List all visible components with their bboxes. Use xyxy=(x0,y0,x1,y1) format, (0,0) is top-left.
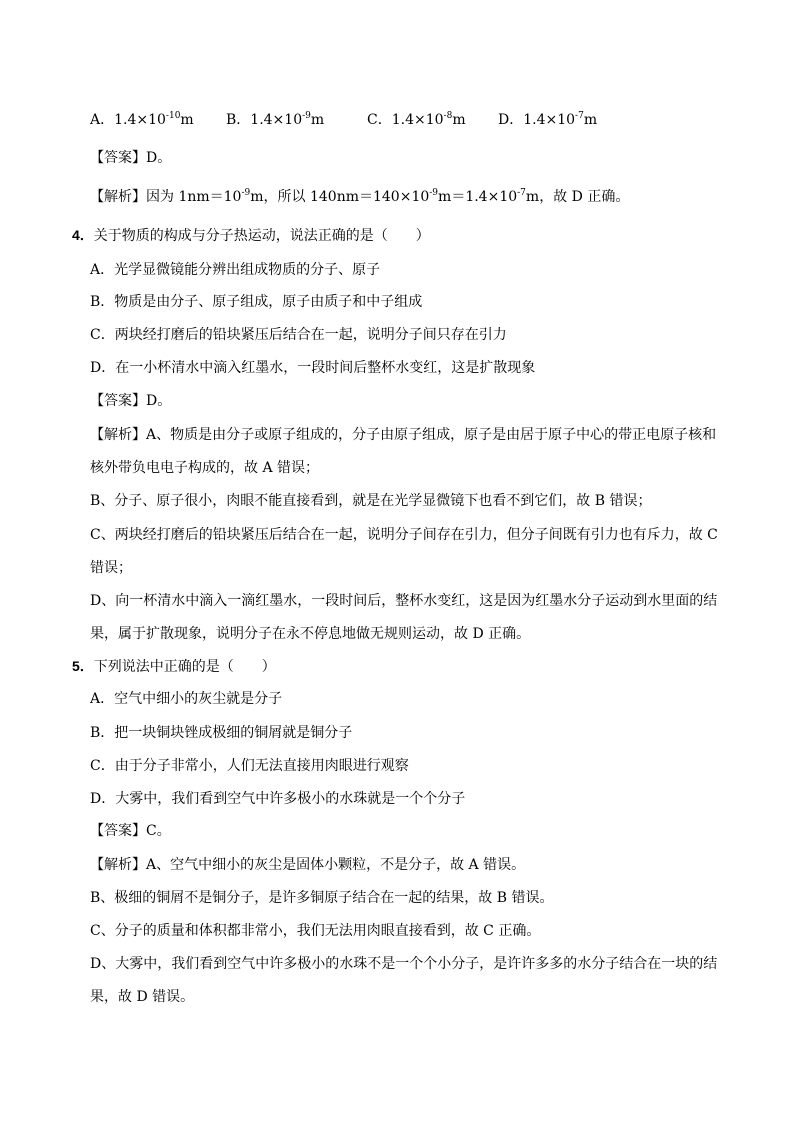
q4-option-b: B．物质是由分子、原子组成，原子由质子和中子组成 xyxy=(90,294,423,310)
q5-option-c: C．由于分子非常小，人们无法直接用肉眼进行观察 xyxy=(90,758,409,774)
q3-options-row xyxy=(0,111,794,129)
q5-option-a: A．空气中细小的灰尘就是分子 xyxy=(90,691,283,707)
q5-analysis-line: D、大雾中，我们看到空气中许多极小的水珠不是一个个小分子，是许许多多的水分子结合在一块的结 xyxy=(90,956,718,972)
q3-analysis: 【解析】因为 $1nm=10^{-9}m$，所以 $140nm=140\times 10^{-9}m=1.4\times 10^{-7}m$，故 D 正确。 xyxy=(90,188,630,205)
q3-option-a: A．$1.4\times 10^{-10}m$ xyxy=(90,111,194,128)
q4-option-c: C．两块经打磨后的铅块紧压后结合在一起，说明分子间只存在引力 xyxy=(90,327,507,343)
q5-number: 5． xyxy=(72,658,94,674)
q5-analysis-line: C、分子的质量和体积都非常小，我们无法用肉眼直接看到，故 C 正确。 xyxy=(90,923,541,939)
q4-analysis-line: D、向一杯清水中滴入一滴红墨水，一段时间后，整杯水变红，这是因为红墨水分子运动到水里面的结 xyxy=(90,593,718,609)
q4-analysis-line: B、分子、原子很小，肉眼不能直接看到，就是在光学显微镜下也看不到它们，故 B 错误； xyxy=(90,493,652,509)
q5-analysis-line: 果，故 D 错误。 xyxy=(90,989,195,1005)
q3-option-b: B．$1.4\times 10^{-9}m$ xyxy=(226,111,325,128)
q4-number: 4． xyxy=(72,227,94,243)
q5-option-d: D．大雾中，我们看到空气中许多极小的水珠就是一个个分子 xyxy=(90,791,466,807)
q4-analysis-line: 核外带负电电子构成的，故 A 错误； xyxy=(90,460,320,476)
q4-option-d: D．在一小杯清水中滴入红墨水，一段时间后整杯水变红，这是扩散现象 xyxy=(90,360,536,376)
q5-option-b: B．把一块铜块锉成极细的铜屑就是铜分子 xyxy=(90,725,353,741)
q4-analysis-line: C、两块经打磨后的铅块紧压后结合在一起，说明分子间存在引力，但分子间既有引力也有斥力，故 C xyxy=(90,527,718,543)
q5-analysis-line: 【解析】A、空气中细小的灰尘是固体小颗粒，不是分子，故 A 错误。 xyxy=(90,857,526,873)
q4-option-a: A．光学显微镜能分辨出组成物质的分子、原子 xyxy=(90,262,381,278)
q4-stem: 4．关于物质的构成与分子热运动，说法正确的是（ ） xyxy=(72,227,430,244)
q3-answer: 【答案】D。 xyxy=(90,150,172,166)
q5-answer: 【答案】C。 xyxy=(90,823,171,839)
q4-answer: 【答案】D。 xyxy=(90,393,172,409)
q3-option-d: D．$1.4\times 10^{-7}m$ xyxy=(498,111,598,128)
q4-analysis-line: 错误； xyxy=(90,560,132,576)
q5-analysis-line: B、极细的铜屑不是铜分子，是许多铜原子结合在一起的结果，故 B 错误。 xyxy=(90,890,554,906)
q5-stem: 5．下列说法中正确的是（ ） xyxy=(72,658,276,675)
q4-analysis-line: 【解析】A、物质是由分子或原子组成的，分子由原子组成，原子是由居于原子中心的带正电原子核和 xyxy=(90,427,717,443)
q3-option-c: C．$1.4\times 10^{-8}m$ xyxy=(367,111,466,128)
q4-analysis-line: 果，属于扩散现象，说明分子在永不停息地做无规则运动，故 D 正确。 xyxy=(90,626,531,642)
